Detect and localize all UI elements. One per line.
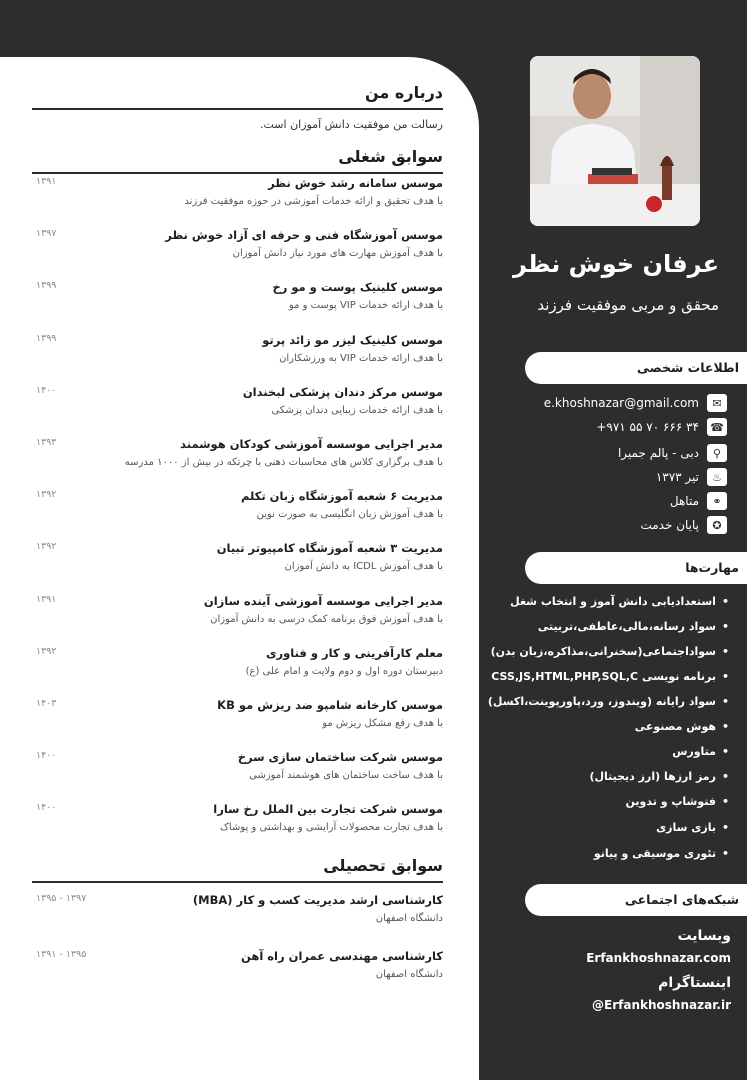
contact-text: پایان خدمت <box>640 518 699 532</box>
job-item <box>32 226 443 278</box>
education-item <box>32 891 443 947</box>
work-title: سوابق شغلی <box>32 147 443 174</box>
contact-location <box>618 444 727 462</box>
job-year: ۱۳۹۲ <box>36 489 57 501</box>
location-icon: ⚲ <box>707 444 727 462</box>
social-title: شبکه‌های اجتماعی <box>525 884 747 916</box>
job-desc: با هدف آموزش فوق برنامه کمک درسی به دانش آموزان <box>210 613 443 625</box>
skill-item: • سواد رسانه،مالی،عاطفی،تربیتی <box>538 620 729 633</box>
instagram-link[interactable]: @Erfankhoshnazar.ir <box>592 998 731 1012</box>
skill-item: • متاورس <box>672 745 729 758</box>
skill-item: • تئوری موسیقی و پیانو <box>594 847 729 860</box>
job-item <box>32 696 443 748</box>
job-item <box>32 278 443 330</box>
contact-text: +۹۷۱ ۵۵ ۷۰ ۶۶۶ ۳۴ <box>596 420 699 434</box>
job-title: معلم کارآفرینی و کار و فناوری <box>265 645 443 660</box>
job-title: موسس مرکز دندان پزشکی لبخندان <box>242 384 443 399</box>
contact-phone <box>596 418 727 436</box>
job-year: ۱۴۰۳ <box>36 697 57 709</box>
contact-text: متاهل <box>669 494 699 508</box>
contact-email <box>544 394 727 412</box>
skill-item: • برنامه نویسی CSS,JS,HTML,PHP,SQL,C <box>491 670 729 683</box>
job-desc: با هدف برگزاری کلاس های محاسبات ذهنی با چرتکه در بیش از ۱۰۰۰ مدرسه <box>124 456 443 468</box>
job-title: موسس شرکت ساختمان سازی سرخ <box>237 750 443 765</box>
job-item <box>32 383 443 435</box>
contact-birthday <box>656 468 727 486</box>
job-desc: دبیرستان دوره اول و دوم ولایت و امام علی (ع) <box>245 665 443 677</box>
job-item <box>32 435 443 487</box>
education-item <box>32 947 443 1003</box>
job-title: موسس کلینیک لیزر مو زائد پرتو <box>262 332 443 347</box>
birthday-icon: ♨ <box>707 468 727 486</box>
job-year: ۱۳۹۹ <box>36 280 57 292</box>
profile-photo <box>530 56 700 226</box>
person-name: عرفان خوش نظر <box>512 250 719 278</box>
job-title: موسس شرکت تجارت بین الملل رخ سارا <box>213 802 443 817</box>
mail-icon: ✉ <box>707 394 727 412</box>
skill-item: • سواد رایانه (ویندوز، ورد،پاورپوینت،اکسل) <box>488 695 729 708</box>
job-title: موسس کارخانه شامپو ضد ریزش مو KB <box>217 697 443 712</box>
contact-marital <box>670 492 727 510</box>
edu-year: ۱۳۹۷ - ۱۳۹۵ <box>36 893 87 905</box>
job-list <box>32 174 443 852</box>
job-item <box>32 539 443 591</box>
edu-desc: دانشگاه اصفهان <box>375 969 443 981</box>
job-year: ۱۳۹۲ <box>36 541 57 553</box>
job-year: ۱۳۹۹ <box>36 332 57 344</box>
job-item <box>32 487 443 539</box>
job-desc: با هدف آموزش ICDL به دانش آموزان <box>284 561 443 573</box>
edu-title: کارشناسی مهندسی عمران راه آهن <box>241 949 443 964</box>
skill-item: • استعدادیابی دانش آموز و انتخاب شغل <box>510 595 729 608</box>
edu-desc: دانشگاه اصفهان <box>375 913 443 925</box>
person-photo-icon <box>530 56 700 226</box>
contact-military <box>640 516 727 534</box>
job-title: موسس کلینیک پوست و مو رخ <box>272 280 443 295</box>
skill-item: • فتوشاپ و تدوین <box>626 795 729 808</box>
contact-text: تیر ۱۳۷۳ <box>655 470 699 484</box>
job-item <box>32 331 443 383</box>
website-link[interactable]: Erfankhoshnazar.com <box>586 951 731 965</box>
sidebar <box>479 0 747 1080</box>
job-year: ۱۳۹۲ <box>36 645 57 657</box>
job-item <box>32 592 443 644</box>
skill-item: • رمز ارزها (ارز دیجیتال) <box>589 770 729 783</box>
job-year: ۱۳۹۱ <box>36 176 57 187</box>
website-label: وبسایت <box>677 928 731 944</box>
job-desc: با هدف ارائه خدمات VIP به ورزشکاران <box>279 352 443 364</box>
rings-icon: ⚭ <box>707 492 727 510</box>
instagram-label: اینستاگرام <box>658 975 731 991</box>
job-item <box>32 174 443 226</box>
job-title: موسس سامانه رشد خوش نظر <box>268 176 443 190</box>
skill-item: • سواداجتماعی(سخنرانی،مذاکره،زبان بدن) <box>491 645 729 658</box>
job-title: موسس آموزشگاه فنی و حرفه ای آزاد خوش نظر <box>165 228 443 243</box>
education-title: سوابق تحصیلی <box>32 856 443 883</box>
job-desc: با هدف ارائه خدمات VIP پوست و مو <box>288 300 443 312</box>
job-desc: با هدف آموزش مهارت های مورد نیاز دانش آموزان <box>232 248 443 260</box>
job-desc: با هدف تحقیق و ارائه خدمات آموزشی در حوزه موفقیت فرزند <box>184 196 443 207</box>
job-year: ۱۳۹۷ <box>36 228 57 240</box>
about-text: رسالت من موفقیت دانش آموزان است. <box>260 118 443 131</box>
job-item <box>32 748 443 800</box>
job-item <box>32 644 443 696</box>
person-role: محقق و مربی موفقیت فرزند <box>537 296 719 314</box>
job-year: ۱۴۰۰ <box>36 750 57 762</box>
edu-year: ۱۳۹۵ - ۱۳۹۱ <box>36 949 87 961</box>
main-panel <box>0 57 479 1080</box>
job-desc: با هدف ارائه خدمات زیبایی دندان پزشکی <box>271 404 443 416</box>
job-item <box>32 800 443 852</box>
job-desc: با هدف رفع مشکل ریزش مو <box>322 717 443 729</box>
job-year: ۱۳۹۱ <box>36 593 57 605</box>
job-title: مدیریت ۳ شعبه آموزشگاه کامپیوتر تبیان <box>216 541 443 556</box>
contact-text: e.khoshnazar@gmail.com <box>543 396 699 410</box>
job-title: مدیریت ۶ شعبه آموزشگاه زبان تکلم <box>240 489 443 504</box>
phone-icon: ☎ <box>707 418 727 436</box>
job-desc: با هدف تجارت محصولات آرایشی و بهداشتی و پوشاک <box>219 822 443 834</box>
job-desc: با هدف ساخت ساختمان های هوشمند آموزشی <box>249 770 443 782</box>
personal-info-title: اطلاعات شخصی <box>525 352 747 384</box>
job-desc: با هدف آموزش زبان انگلیسی به صورت نوین <box>256 509 443 521</box>
about-title: درباره من <box>32 83 443 110</box>
job-year: ۱۴۰۰ <box>36 384 57 396</box>
skill-item: • بازی سازی <box>656 821 729 834</box>
job-year: ۱۳۹۳ <box>36 436 57 448</box>
skill-item: • هوش مصنوعی <box>635 720 729 733</box>
job-title: مدیر اجرایی موسسه آموزشی کودکان هوشمند <box>180 436 443 451</box>
edu-title: کارشناسی ارشد مدیریت کسب و کار (MBA) <box>192 893 443 908</box>
job-title: مدیر اجرایی موسسه آموزشی آینده سازان <box>203 593 443 608</box>
military-icon: ✪ <box>707 516 727 534</box>
skills-title: مهارت‌ها <box>525 552 747 584</box>
job-year: ۱۴۰۰ <box>36 802 57 814</box>
contact-text: دبی - پالم جمیرا <box>617 446 699 460</box>
